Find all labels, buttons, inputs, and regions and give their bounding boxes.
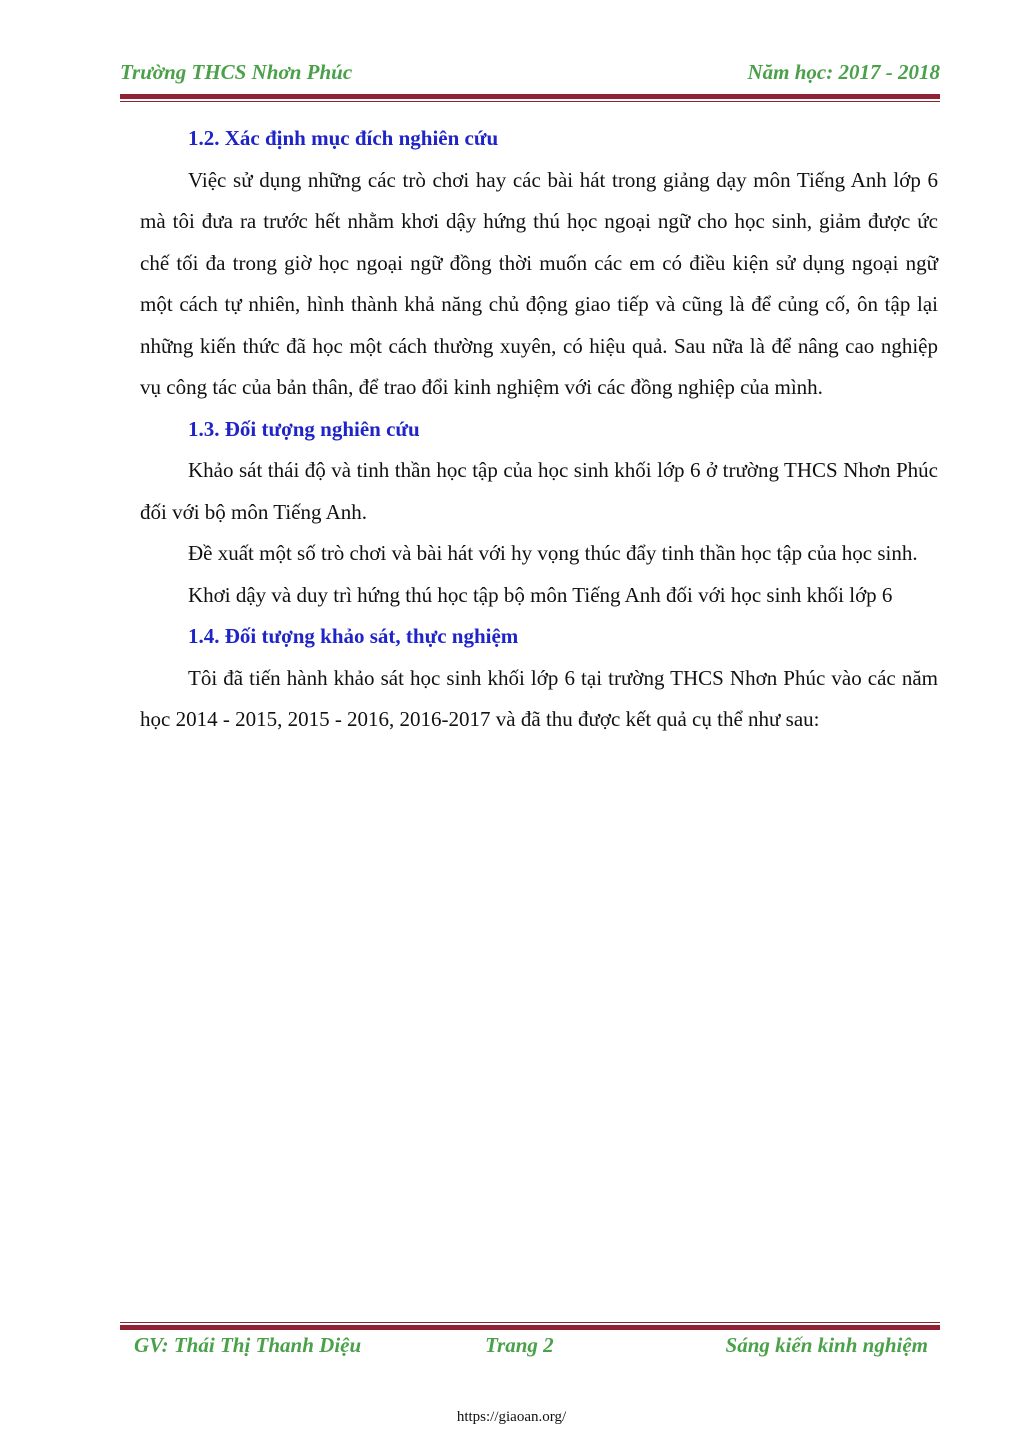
paragraph: Việc sử dụng những các trò chơi hay các bài hát trong giảng dạy môn Tiếng Anh lớp 6 mà tôi đưa ra trước hết nhằm khơi dậy hứng thú học ngoại ngữ cho học sinh, giảm được ức chế tối đa trong giờ học ngoại ngữ đồng thời muốn các em có điều kiện sử dụng ngoại ngữ một cách tự nhiên, hình thành khả năng chủ động giao tiếp và cũng là để củng cố, ôn tập lại những kiến thức đã học một cách thường xuyên, có hiệu quả. Sau nữa là để nâng cao nghiệp vụ công tác của bản thân, để trao đổi kinh nghiệm với các đồng nghiệp của mình. bbox=[140, 167, 938, 399]
section-survey-subjects bbox=[140, 616, 938, 741]
footer-author: GV: Thái Thị Thanh Diệu bbox=[134, 1333, 362, 1357]
footer-rule-thin bbox=[120, 1322, 940, 1323]
section-heading: 1.4. Đối tượng khảo sát, thực nghiệm bbox=[188, 624, 519, 648]
document-body bbox=[140, 118, 938, 741]
paragraph: Đề xuất một số trò chơi và bài hát với hy vọng thúc đẩy tinh thần học tập của học sinh. bbox=[188, 541, 918, 565]
footer-document-title: Sáng kiến kinh nghiệm bbox=[725, 1333, 928, 1357]
paragraph: Tôi đã tiến hành khảo sát học sinh khối lớp 6 tại trường THCS Nhơn Phúc vào các năm học 2014 - 2015, 2015 - 2016, 2016-2017 và đã thu được kết quả cụ thể như sau: bbox=[140, 665, 938, 731]
section-research-object bbox=[140, 409, 938, 617]
header-school-name: Trường THCS Nhơn Phúc bbox=[120, 60, 353, 84]
section-purpose bbox=[140, 118, 938, 409]
paragraph: Khơi dậy và duy trì hứng thú học tập bộ môn Tiếng Anh đối với học sinh khối lớp 6 bbox=[188, 582, 893, 607]
paragraph: Khảo sát thái độ và tinh thần học tập của học sinh khối lớp 6 ở trường THCS Nhơn Phúc đối với bộ môn Tiếng Anh. bbox=[140, 458, 938, 524]
header-rule-thin bbox=[120, 101, 940, 102]
source-url[interactable]: https://giaoan.org/ bbox=[456, 1409, 567, 1425]
header-rule-thick bbox=[120, 94, 940, 99]
section-heading: 1.3. Đối tượng nghiên cứu bbox=[188, 416, 420, 441]
page-footer bbox=[120, 1333, 940, 1365]
footer-page-number: Trang 2 bbox=[485, 1333, 554, 1357]
section-heading: 1.2. Xác định mục đích nghiên cứu bbox=[188, 126, 499, 150]
header-school-year: Năm học: 2017 - 2018 bbox=[747, 60, 940, 84]
page-header bbox=[118, 60, 940, 92]
footer-rule-thick bbox=[120, 1325, 940, 1330]
